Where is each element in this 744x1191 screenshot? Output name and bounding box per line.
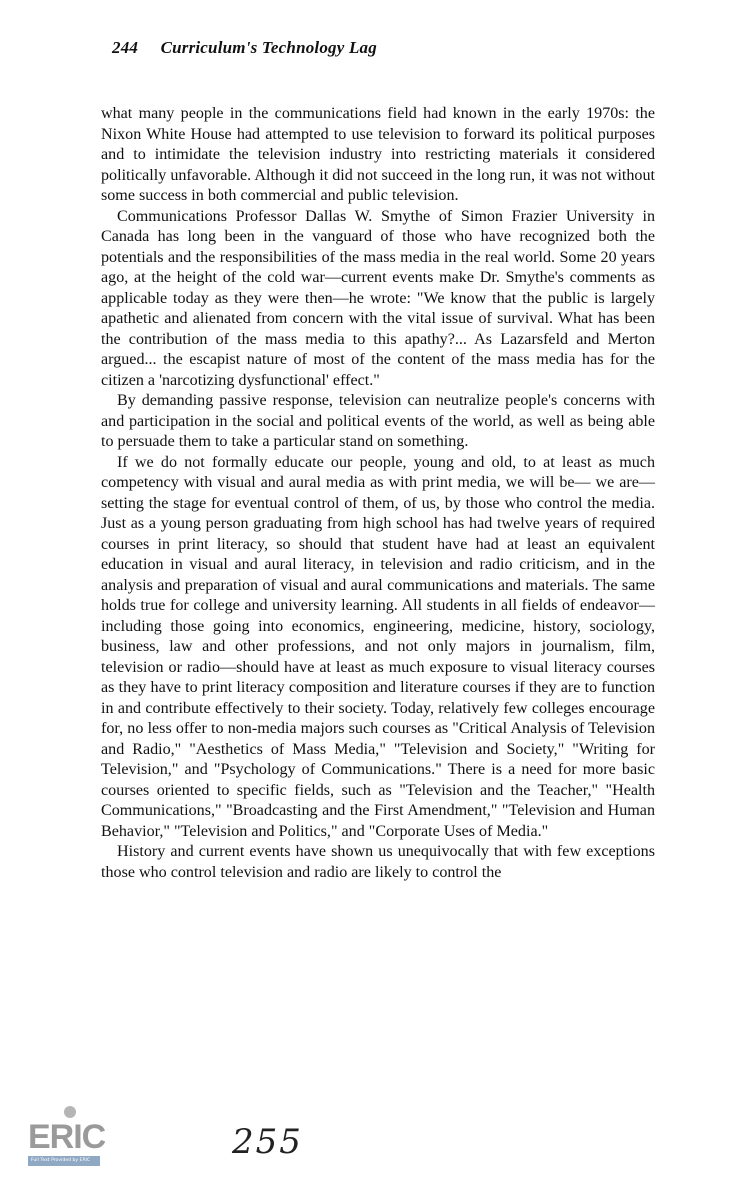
eric-logo — [28, 1106, 106, 1168]
paragraph-5: History and current events have shown us unequivocally that with few exceptions those who control television and radio are likely to control the — [101, 843, 655, 881]
paragraph-4: If we do not formally educate our people, young and old, to at least as much competency with visual and aural media as with print media, we will be— we are—setting the stage for eventual control of them, of us, by those who control the media. Just as a young person graduating from high school has had twelve years of required courses in print literacy, so should that student have had at least an equivalent education in visual and aural literacy, in television and radio criticism, and in the analysis and preparation of visual and aural communications and materials. The same holds true for college and university learning. All students in all fields of endeavor—including those going into economics, engineering, medicine, history, sociology, business, law and other professions, and not only majors in journalism, film, television or radio—should have at least as much exposure to visual literacy courses as they have to print literacy composition and literature courses if they are to function in and contribute effectively to their society. Today, relatively few colleges encourage for, no less offer to non-media majors such courses as "Critical Analysis of Television and Radio," "Aesthetics of Mass Media," "Television and Society," "Writing for Television," and "Psychology of Communications." There is a need for more basic courses oriented to specific fields, such as "Television and the Teacher," "Health Communications," "Broadcasting and the First Amendment," "Television and Human Behavior," "Television and Politics," and "Corporate Uses of Media." — [101, 453, 655, 840]
running-head — [112, 38, 377, 58]
logo-dot-icon — [64, 1106, 76, 1118]
logo-tagline: Full Text Provided by ERIC — [31, 1158, 91, 1163]
page-number: 244 — [112, 38, 139, 57]
logo-band — [28, 1156, 100, 1166]
paragraph-2: Communications Professor Dallas W. Smythe of Simon Frazier University in Canada has long been in the vanguard of those who have recognized both the potentials and the responsibilities of the mass media in the real world. Some 20 years ago, at the height of the cold war—current events make Dr. Smythe's comments as applicable today as they were then—he wrote: "We know that the public is largely apathetic and alienated from concern with the vital issue of survival. What has been the contribution of the mass media to this apathy?... As Lazarsfeld and Merton argued... the escapist nature of most of the content of the mass media has for the citizen a 'narcotizing dysfunctional' effect." — [101, 207, 655, 389]
running-title: Curriculum's Technology Lag — [160, 38, 377, 57]
body-text — [101, 104, 655, 883]
folio-number: 255 — [232, 1122, 303, 1162]
paragraph-3: By demanding passive response, television can neutralize people's concerns with and participation in the social and political events of the world, as well as being able to persuade them to take a particular stand on something. — [101, 392, 655, 450]
paragraph-1: what many people in the communications field had known in the early 1970s: the Nixon White House had attempted to use television to forward its political purposes and to intimidate the television industry into restricting materials it considered politically unfavorable. Although it did not succeed in the long run, it was not without some success in both commercial and public television. — [101, 105, 655, 204]
logo-wordmark: ERIC — [28, 1118, 106, 1156]
